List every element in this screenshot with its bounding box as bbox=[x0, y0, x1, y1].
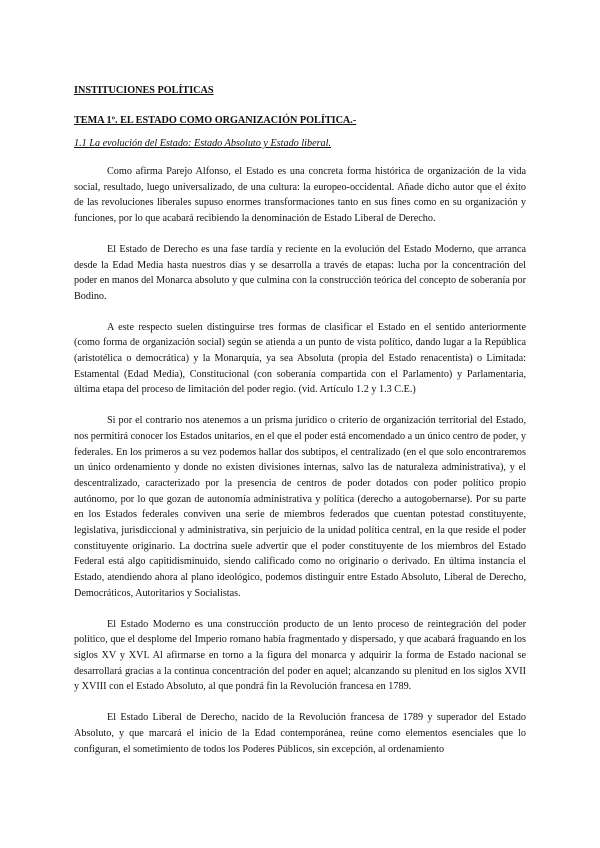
document-heading: INSTITUCIONES POLÍTICAS bbox=[74, 85, 214, 96]
section-title: 1.1 La evolución del Estado: Estado Absoluto y Estado liberal. bbox=[74, 138, 332, 149]
paragraph-3: A este respecto suelen distinguirse tres formas de clasificar el Estado en el sentido anteriormente (como forma de organización social) según se atienda a un punto de vista político, dando lugar a la República (aristotélica o democrática) y la Monarquía, ya sea Absoluta (propia del Estado renacentista) o Limitada: Estamental (Edad Media), Constitucional (con soberanía compartida con el Parlamento) y Parlamentaria, última etapa del proceso de limitación del poder regio. (vid. Artículo 1.2 y 1.3 C.E.) bbox=[74, 321, 526, 396]
topic-heading: TEMA 1º. EL ESTADO COMO ORGANIZACIÓN POLÍTICA.- bbox=[74, 115, 357, 126]
paragraph-4: Si por el contrario nos atenemos a un prisma jurídico o criterio de organización territorial del Estado, nos permitirá conocer los Estados unitarios, en el que el poder está encomendado a un único centro de poder, y federales. En los primeros a su vez podemos hallar dos subtipos, el centralizado (en el que solo encontraremos un único ordenamiento y donde no existen divisiones internas, salvo las de naturaleza administrativa), y el descentralizado, caracterizado por la presencia de centros de poder dotados con poder político propio autónomo, por lo que gozan de autonomía administrativa y política (derecho a autogobernarse). Por su parte en los Estados federales conviven una serie de miembros federados que cuentan potestad constituyente, legislativa, jurisdiccional y administrativa, sin perjuicio de la unidad política central, en la que reside el poder constituyente originario. La doctrina suele advertir que el poder constituyente de los miembros del Estado Federal está algo capitidisminuido, siendo calificado como no originario o derivado. En última instancia el Estado, atendiendo ahora al plano ideológico, podemos distinguir entre Estado Absoluto, Liberal de Derecho, Democráticos, Autoritarios y Socialistas. bbox=[74, 415, 526, 599]
paragraph-1: Como afirma Parejo Alfonso, el Estado es una concreta forma histórica de organización de la vida social, resultado, luego universalizado, de una cultura: la europeo-occidental. Añade dicho autor que el éxito de las revoluciones liberales supuso enormes transformaciones tanto en sus fines como en su organización y funciones, por lo que acabará recibiendo la denominación de Estado Liberal de Derecho. bbox=[74, 166, 526, 225]
paragraph-6: El Estado Liberal de Derecho, nacido de la Revolución francesa de 1789 y superador del Estado Absoluto, y que marcará el inicio de la Edad contemporánea, reúne como elementos esenciales que lo configuran, el sometimiento de todos los Poderes Públicos, sin excepción, al ordenamiento bbox=[74, 712, 526, 755]
paragraph-2: El Estado de Derecho es una fase tardía y reciente en la evolución del Estado Moderno, que arranca desde la Edad Media hasta nuestros días y se desarrolla a través de etapas: lucha por la concentración del poder en manos del Monarca absoluto y que culmina con la construcción teórica del concepto de soberanía por Bodino. bbox=[74, 243, 526, 302]
paragraph-5: El Estado Moderno es una construcción producto de un lento proceso de reintegración del poder político, que el desplome del Imperio romano había fragmentado y dispersado, y que acabará fraguando en los siglos XV y XVI. Al afirmarse en torno a la figura del monarca y adquirir la forma de Estado nacional se desarrollará gracias a la continua concentración del poder en aquel; alcanzando su plenitud en los siglos XVII y XVIII con el Estado Absoluto, al que pondrá fin la Revolución francesa en 1789. bbox=[74, 618, 526, 693]
